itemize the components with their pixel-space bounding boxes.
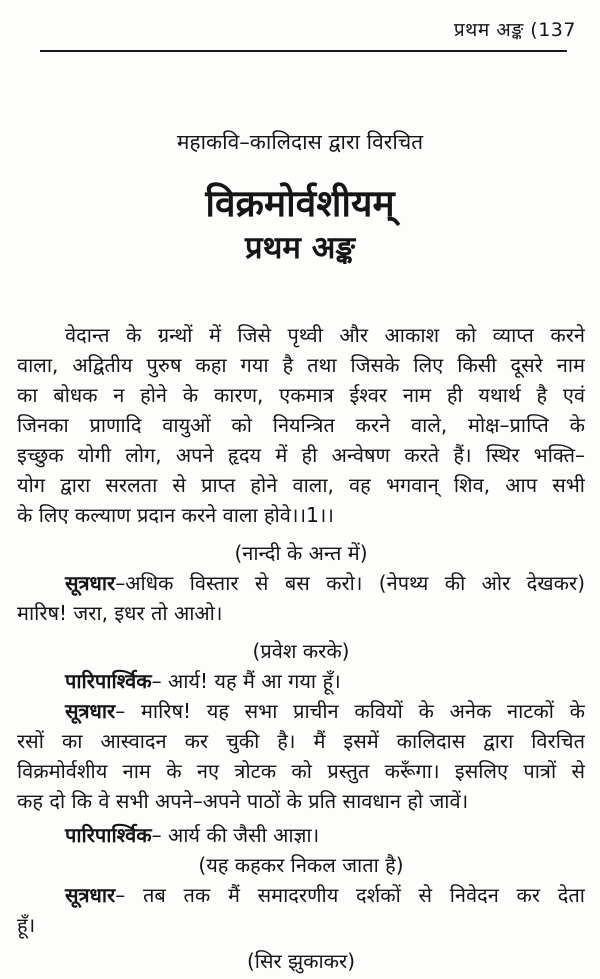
dialogue-text: –अधिक विस्तार से बस करो। (नेपथ्य की ओर देखकर): [115, 571, 585, 595]
stage-direction-entry: (प्रवेश करके): [252, 639, 350, 663]
dialogue-text: – मारिष! यह सभा प्राचीन कवियों के अनेक नाटकों के: [115, 699, 585, 723]
author-byline: महाकवि–कालिदास द्वारा विरचित: [176, 130, 424, 154]
speaker-name: सूत्रधार: [65, 571, 116, 595]
dialogue-text: – आर्य की जैसी आज्ञा।: [151, 823, 320, 847]
dialogue-line: [17, 880, 585, 910]
verse-line: जिनका प्राणादि वायुओं को नियन्त्रित करने वाले, मोक्ष–प्राप्ति के: [17, 413, 585, 437]
dialogue-text: – आर्य! यह मैं आ गया हूँ।: [151, 669, 341, 693]
stage-direction-exit: (यह कहकर निकल जाता है): [198, 853, 404, 877]
speaker-name: सूत्रधार: [65, 883, 116, 907]
verse-line: के लिए कल्याण प्रदान करने वाला होवे।।1।।: [17, 503, 334, 527]
verse-line: का बोधक न होने के कारण, एकमात्र ईश्वर नाम ही यथार्थ है एवं: [17, 383, 585, 407]
dialogue-line: [17, 568, 585, 598]
running-header: प्रथम अङ्क (137: [453, 19, 576, 41]
verse-line: योग द्वारा सरलता से प्राप्त होने वाला, वह भगवान् शिव, आप सभी: [17, 473, 585, 497]
speaker-name: पारिपार्श्विक: [65, 669, 152, 693]
header-rule: [40, 50, 567, 52]
dialogue-line: विक्रमोर्वशीय नाम के नए त्रोटक को प्रस्तुत करूँगा। इसलिए पात्रों से: [17, 759, 585, 783]
speaker-name: पारिपार्श्विक: [65, 823, 152, 847]
page-body: [17, 320, 585, 976]
dialogue-line: मारिष! जरा, इधर तो आओ।: [17, 601, 223, 625]
dialogue-line: [17, 666, 585, 696]
book-title: विक्रमोर्वशीयम्: [205, 182, 395, 225]
dialogue-line: [17, 820, 585, 850]
stage-direction-bow: (सिर झुकाकर): [246, 949, 356, 973]
dialogue-line: [17, 696, 585, 726]
speaker-name: सूत्रधार: [65, 699, 116, 723]
act-heading: प्रथम अङ्क: [244, 230, 356, 266]
verse-line: वाला, अद्वितीय पुरुष कहा गया है तथा जिसके लिए किसी दूसरे नाम: [17, 353, 585, 377]
dialogue-text: – तब तक मैं समादरणीय दर्शकों से निवेदन कर देता: [115, 883, 585, 907]
stage-direction-nandi: (नान्दी के अन्त में): [234, 541, 368, 565]
verse-line: वेदान्त के ग्रन्थों में जिसे पृथ्वी और आकाश को व्याप्त करने: [65, 323, 585, 347]
dialogue-line: रसों का आस्वादन कर चुकी है। मैं इसमें कालिदास द्वारा विरचित: [17, 729, 585, 753]
dialogue-line: कह दो कि वे सभी अपने–अपने पाठों के प्रति सावधान हो जावें।: [17, 789, 469, 813]
dialogue-line: हूँ।: [17, 913, 36, 937]
verse-line: इच्छुक योगी लोग, अपने हृदय में ही अन्वेषण करते हैं। स्थिर भक्ति–: [17, 443, 585, 467]
